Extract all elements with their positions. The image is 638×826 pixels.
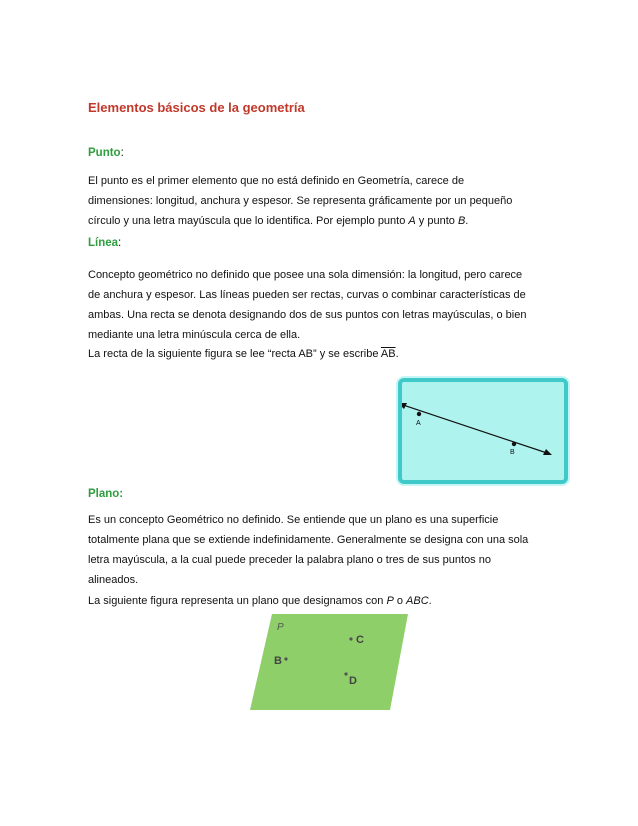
paragraph-punto [88, 171, 548, 231]
text-span: La recta de la siguiente figura se lee “recta AB” y se escribe [88, 348, 381, 360]
text-span: La siguiente figura representa un plano que designamos con [88, 595, 387, 607]
point-d-label: D [349, 675, 357, 687]
text-span: . [465, 215, 469, 227]
paragraph-line: Concepto geométrico no definido que posee una sola dimensión: la longitud, pero carece [88, 269, 523, 281]
plane-figure [250, 612, 410, 712]
paragraph-line: Es un concepto Geométrico no definido. Se entiende que un plano es una superficie [88, 514, 499, 526]
point-label-b: B [457, 215, 466, 227]
paragraph-line: totalmente plana que se extiende indefinidamente. Generalmente se designa con una sola [88, 534, 529, 546]
line-ab-figure [398, 378, 568, 484]
point-c-dot [349, 637, 352, 640]
paragraph-line: alineados. [88, 574, 139, 586]
paragraph-line: El punto es el primer elemento que no está definido en Geometría, carece de [88, 175, 465, 187]
point-b-label: B [510, 449, 515, 456]
point-b-dot [512, 442, 516, 446]
paragraph-line: letra mayúscula, a la cual puede preceder la palabra plano o tres de sus puntos no [88, 554, 491, 566]
plane-drawing [250, 612, 410, 712]
section-heading-plano: Plano: [88, 488, 124, 500]
paragraph-plano-figure [88, 591, 548, 611]
section-heading-linea [88, 237, 121, 249]
line-ab-drawing [402, 382, 564, 480]
point-d-dot [344, 672, 347, 675]
plane-label-p: P [277, 622, 284, 633]
paragraph-linea [88, 265, 548, 345]
paragraph-line [88, 211, 548, 231]
point-c-label: C [356, 634, 364, 646]
plane-letters-abc: ABC [406, 595, 429, 607]
point-a-label: A [416, 420, 421, 427]
heading-text: Línea [88, 237, 119, 249]
paragraph-line: ambas. Una recta se denota designando dos de sus puntos con letras mayúsculas, o bien [88, 309, 527, 321]
heading-text: Punto [88, 147, 121, 159]
section-heading-punto [88, 147, 124, 159]
point-label-a: A [408, 215, 416, 227]
segment-notation: $\overline{AB}$ [380, 348, 396, 360]
heading-colon: : [120, 147, 124, 159]
text-span: o [393, 595, 407, 607]
point-a-dot [417, 412, 421, 416]
heading-colon: : [118, 237, 122, 249]
paragraph-line: de anchura y espesor. Las líneas pueden ser rectas, curvas o combinar características de [88, 289, 526, 301]
paragraph-plano [88, 510, 548, 590]
paragraph-line: mediante una letra minúscula cerca de ella. [88, 329, 301, 341]
text-span: círculo y una letra mayúscula que lo identifica. Por ejemplo punto [88, 215, 409, 227]
text-span: y punto [415, 215, 458, 227]
point-b-dot [284, 657, 287, 660]
page-title: Elementos básicos de la geometría [88, 100, 305, 115]
text-span: . [395, 348, 399, 360]
line-ab [402, 404, 550, 454]
point-b-label: B [274, 655, 282, 667]
plane-letter-p: P [386, 595, 394, 607]
text-span: . [428, 595, 432, 607]
paragraph-recta [88, 344, 548, 364]
paragraph-line: dimensiones: longitud, anchura y espesor. Se representa gráficamente por un pequeño [88, 195, 513, 207]
